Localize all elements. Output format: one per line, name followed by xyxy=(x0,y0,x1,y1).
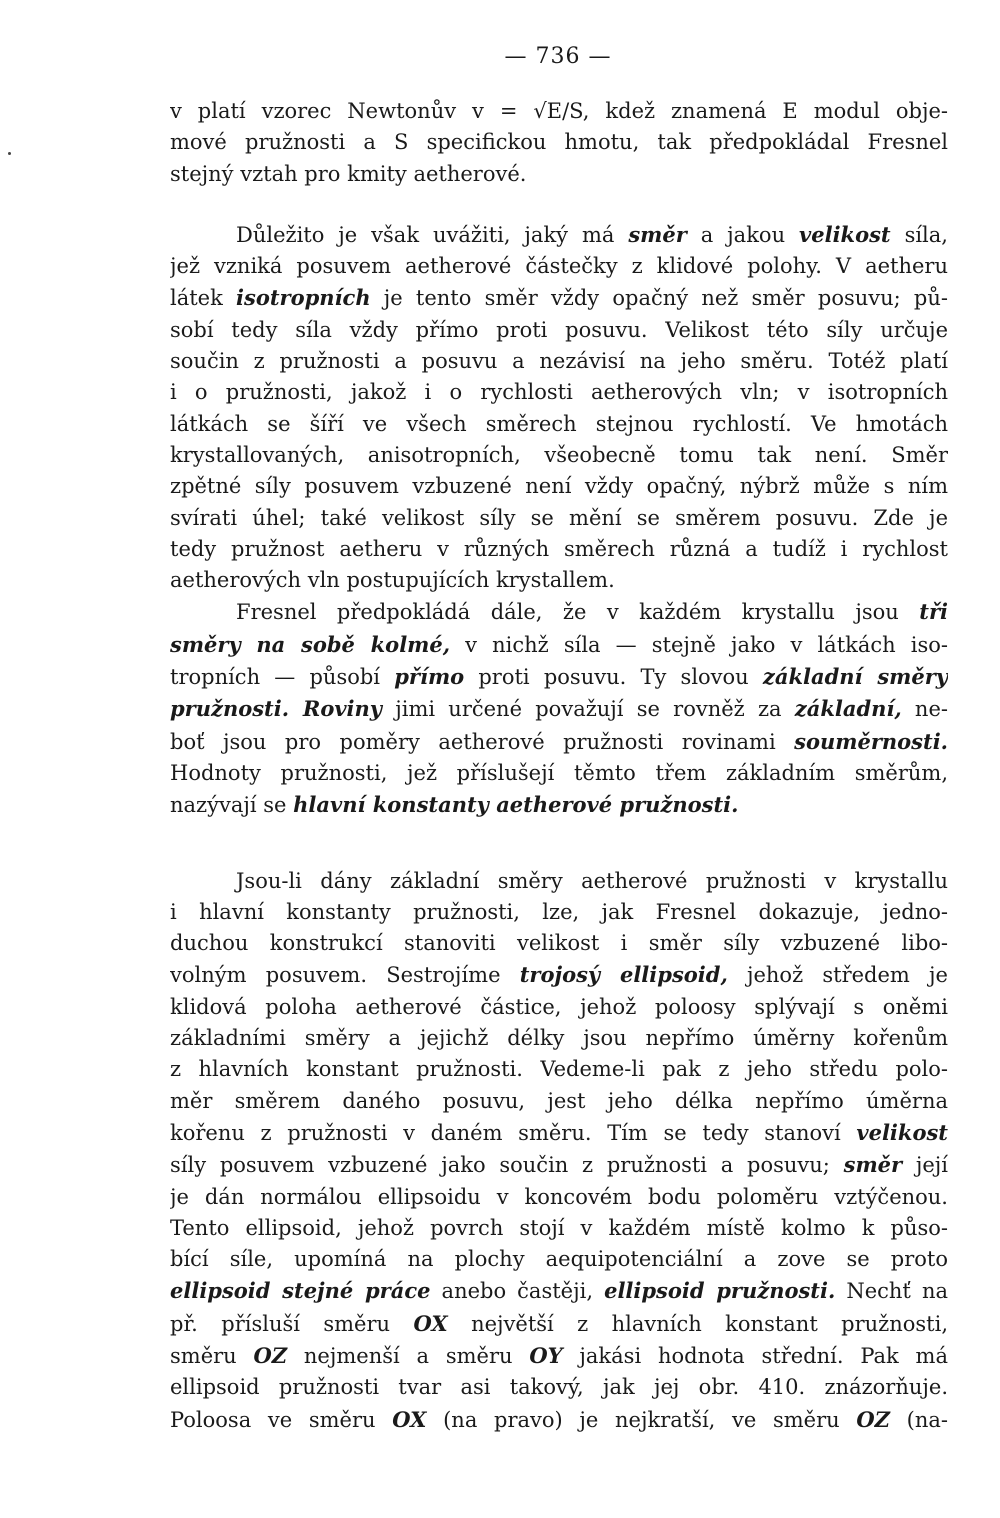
text-line xyxy=(170,1275,948,1307)
text-run: největší z hlavních konstant pružnosti, xyxy=(447,1311,948,1336)
text-run: Hodnoty pružnosti, jež příslušejí těmto třem základním směrům, xyxy=(170,760,948,785)
page-number: — 736 — xyxy=(504,44,612,69)
text-line xyxy=(170,1244,948,1275)
text-run: klidová poloha aetherové částice, jehož poloosy splývají s oněmi xyxy=(170,994,948,1019)
text-line xyxy=(170,1117,948,1149)
emphasized-term: ellipsoid stejné práce xyxy=(170,1278,431,1304)
text-run: jež vzniká posuvem aetherové částečky z klidové polohy. V aetheru xyxy=(170,254,948,279)
text-run: jehož středem je xyxy=(727,963,948,988)
scan-speck xyxy=(8,152,11,155)
text-run: boť jsou pro poměry aetherové pružnosti rovinami xyxy=(170,729,795,754)
text-run: látek xyxy=(170,286,237,311)
text-run: její xyxy=(902,1153,948,1178)
emphasized-term: OY xyxy=(529,1342,563,1368)
text-run: jakási hodnota střední. Pak má xyxy=(562,1343,948,1368)
text-line xyxy=(170,1023,948,1054)
text-line xyxy=(170,866,948,897)
text-run: Fresnel předpokládá dále, že v každém krystallu jsou xyxy=(236,600,920,625)
text-line xyxy=(170,693,948,725)
text-run: sobí tedy síla vždy přímo proti posuvu. Velikost této síly určuje xyxy=(170,317,948,342)
text-line xyxy=(170,440,948,471)
emphasized-term: souměrnosti. xyxy=(794,728,948,754)
text-line xyxy=(170,503,948,534)
text-run: Jsou-li dány základní směry aetherové pružnosti v krystallu xyxy=(236,868,948,893)
emphasized-term: trojosý ellipsoid, xyxy=(519,962,728,988)
text-line xyxy=(170,565,948,596)
text-line xyxy=(170,928,948,959)
text-line xyxy=(170,789,948,821)
emphasized-term: hlavní konstanty aetherové pružnosti. xyxy=(293,792,739,818)
text-run: síly posuvem vzbuzené jako součin z pružnosti a posuvu; xyxy=(170,1153,844,1178)
text-run: duchou konstrukcí stanoviti velikost i směr síly vzbuzené libo- xyxy=(170,931,948,956)
text-run: součin z pružnosti a posuvu a nezávisí na jeho směru. Totéž platí xyxy=(170,349,948,374)
text-line xyxy=(170,159,948,190)
emphasized-term: základní směry xyxy=(762,664,948,690)
text-run: Poloosa ve směru xyxy=(170,1407,393,1432)
emphasized-term: velikost xyxy=(856,1119,948,1145)
text-run: i hlavní konstanty pružnosti, lze, jak Fresnel dokazuje, jedno- xyxy=(170,899,948,924)
text-run: bící síle, upomíná na plochy aequipotenciální a zove se proto xyxy=(170,1247,948,1272)
text-line xyxy=(170,992,948,1023)
text-line xyxy=(170,959,948,991)
text-line xyxy=(170,251,948,282)
text-run: anebo častěji, xyxy=(430,1279,605,1304)
text-run: Tento ellipsoid, jehož povrch stojí v každém místě kolmo k půso- xyxy=(170,1215,948,1240)
text-line xyxy=(170,534,948,565)
text-line xyxy=(170,1308,948,1340)
text-line xyxy=(170,596,948,628)
text-line xyxy=(170,897,948,928)
text-run: Nechť na xyxy=(835,1279,948,1304)
text-run: nazývají se xyxy=(170,793,294,818)
text-run: př. přísluší směru xyxy=(170,1311,414,1336)
text-run: svírati úhel; také velikost síly se mění se směrem posuvu. Zde je xyxy=(170,505,948,530)
text-line xyxy=(170,471,948,502)
text-run: i o pružnosti, jakož i o rychlosti aetherových vln; v isotropních xyxy=(170,380,948,405)
text-line xyxy=(170,1054,948,1085)
text-line xyxy=(170,629,948,661)
emphasized-term: směr xyxy=(628,221,687,247)
emphasized-term: směry na sobě kolmé, xyxy=(170,631,451,657)
text-line xyxy=(170,219,948,251)
text-run: v nichž síla — stejně jako v látkách iso- xyxy=(450,632,948,657)
text-run: zpětné síly posuvem vzbuzené není vždy opačný, nýbrž může s ním xyxy=(170,474,948,499)
text-run: ne- xyxy=(901,697,948,722)
text-run: jimi určené považují se rovněž za xyxy=(382,697,795,722)
text-line xyxy=(170,726,948,758)
emphasized-term: OX xyxy=(413,1310,448,1336)
emphasized-term: pružnosti. Roviny xyxy=(170,696,382,722)
text-run: látkách se šíří ve všech směrech stejnou rychlostí. Ve hmotách xyxy=(170,411,948,436)
text-run: kořenu z pružnosti v daném směru. Tím se tedy stanoví xyxy=(170,1120,857,1145)
text-line xyxy=(170,758,948,789)
emphasized-term: ellipsoid pružnosti. xyxy=(604,1278,836,1304)
text-run: volným posuvem. Sestrojíme xyxy=(170,963,520,988)
text-run: základními směry a jejichž délky jsou nepřímo úměrny kořenům xyxy=(170,1026,948,1051)
text-run: měr směrem daného posuvu, jest jeho délka nepřímo úměrna xyxy=(170,1088,948,1113)
text-run: je tento směr vždy opačný než směr posuvu; pů- xyxy=(370,286,948,311)
body-text xyxy=(170,96,948,1436)
text-line xyxy=(170,377,948,408)
text-line xyxy=(170,1086,948,1117)
text-line xyxy=(170,1340,948,1372)
text-line xyxy=(170,127,948,158)
text-run: ellipsoid pružnosti tvar asi takový, jak jej obr. 410. znázorňuje. xyxy=(170,1375,948,1400)
text-line xyxy=(170,1182,948,1213)
text-line xyxy=(170,661,948,693)
text-run: a jakou xyxy=(686,222,800,247)
emphasized-term: velikost xyxy=(799,221,891,247)
text-line xyxy=(170,409,948,440)
text-run: z hlavních konstant pružnosti. Vedeme-li pak z jeho středu polo- xyxy=(170,1057,948,1082)
text-line xyxy=(170,1372,948,1403)
text-run: aetherových vln postupujících krystallem. xyxy=(170,568,615,593)
text-line xyxy=(170,282,948,314)
text-run: tropních — působí xyxy=(170,665,395,690)
text-run: (na pravo) je nejkratší, ve směru xyxy=(426,1407,857,1432)
emphasized-term: OX xyxy=(392,1406,427,1432)
emphasized-term: OZ xyxy=(253,1342,288,1368)
text-run: je dán normálou ellipsoidu v koncovém bodu poloměru vztýčenou. xyxy=(170,1184,948,1209)
emphasized-term: směr xyxy=(843,1152,903,1178)
text-run: nejmenší a směru xyxy=(287,1343,530,1368)
emphasized-term: OZ xyxy=(856,1406,890,1432)
text-run: (na- xyxy=(889,1407,948,1432)
text-run: krystallovaných, anisotropních, všeobecně tomu tak není. Směr xyxy=(170,442,948,467)
text-run: směru xyxy=(170,1343,254,1368)
text-line xyxy=(170,96,948,127)
text-run: Důležito je však uvážiti, jaký má xyxy=(236,222,629,247)
text-run: síla, xyxy=(890,222,948,247)
text-run: stejný vztah pro kmity aetherové. xyxy=(170,161,527,186)
emphasized-term: přímo xyxy=(394,664,465,690)
text-line xyxy=(170,1149,948,1181)
text-run: proti posuvu. Ty slovou xyxy=(464,665,763,690)
text-line xyxy=(170,1213,948,1244)
text-line xyxy=(170,346,948,377)
text-run: v platí vzorec Newtonův v = √E/S, kdež znamená E modul obje- xyxy=(170,99,948,123)
text-run: mové pružnosti a S specifickou hmotu, tak předpokládal Fresnel xyxy=(170,130,948,155)
text-line xyxy=(170,1404,948,1436)
text-run: tedy pružnost aetheru v různých směrech různá a tudíž i rychlost xyxy=(170,536,948,561)
emphasized-term: isotropních xyxy=(236,285,371,311)
emphasized-term: základní, xyxy=(794,696,902,722)
emphasized-term: tři xyxy=(919,599,948,625)
text-line xyxy=(170,315,948,346)
